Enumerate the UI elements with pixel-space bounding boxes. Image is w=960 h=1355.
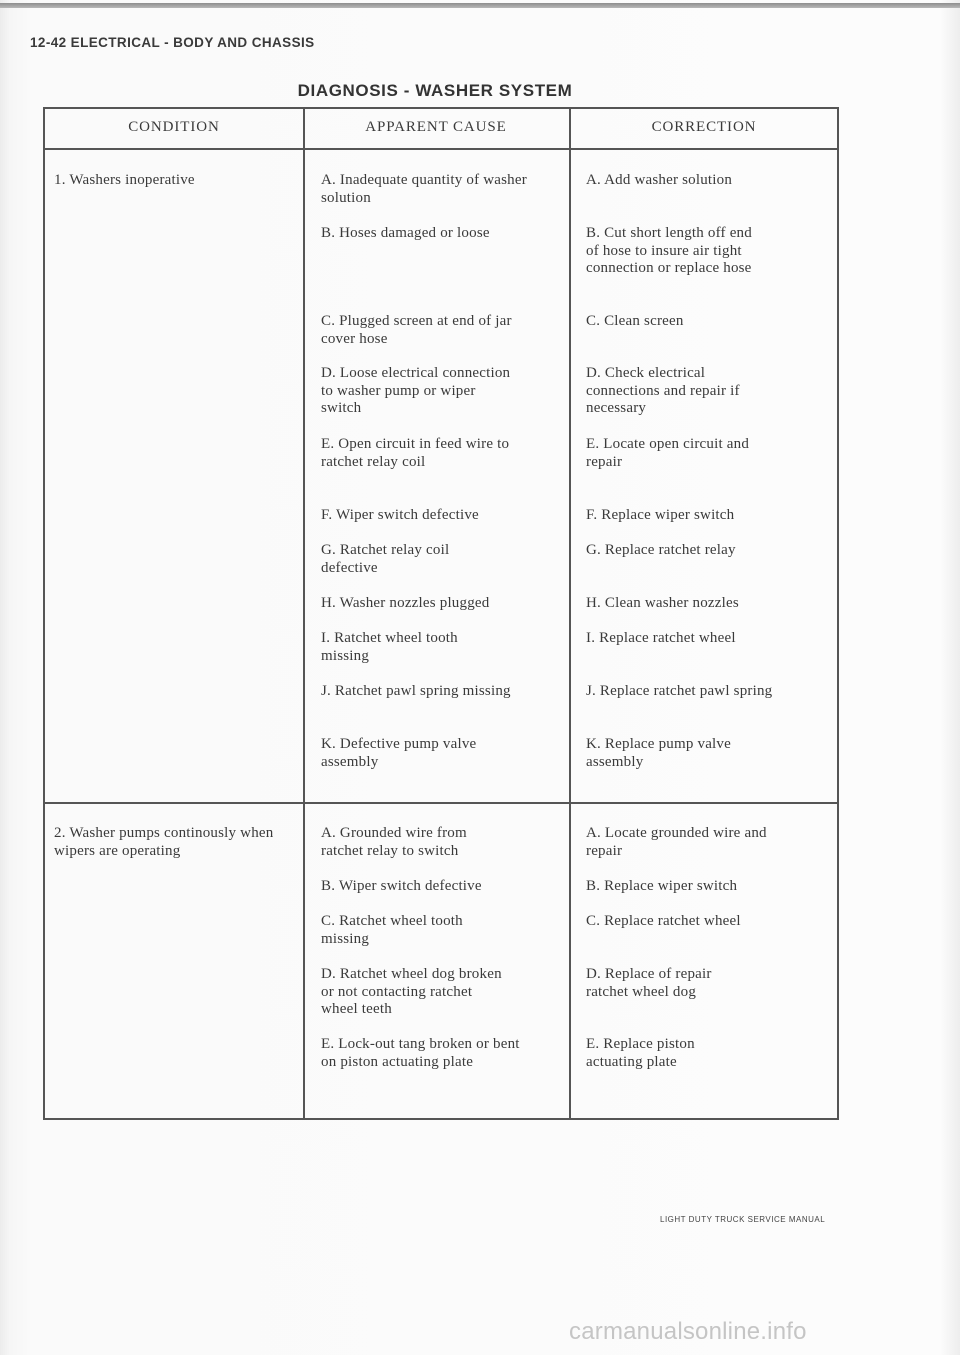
cause-item: C. Ratchet wheel tooth missing [321, 913, 463, 947]
cause-cell [321, 225, 536, 243]
watermark: carmanualsonline.info [569, 1318, 807, 1345]
correction-cell [586, 630, 821, 648]
manual-footer: LIGHT DUTY TRUCK SERVICE MANUAL [660, 1215, 826, 1224]
top-rule [0, 3, 960, 8]
condition-cell: 2. Washer pumps continously when wipers are operating [54, 825, 274, 859]
cause-cell [321, 736, 511, 771]
cause-item: A. Grounded wire from ratchet relay to switch [321, 825, 467, 859]
column-header-condition: CONDITION [128, 119, 220, 135]
row-divider [45, 802, 837, 804]
cause-cell [321, 313, 521, 348]
cause-cell [321, 878, 556, 896]
correction-item: D. Replace of repair ratchet wheel dog [586, 966, 712, 1000]
cause-cell [321, 542, 491, 577]
cause-item: A. Inadequate quantity of washer solution [321, 172, 527, 206]
diagnosis-table [43, 107, 839, 1120]
correction-cell [586, 1036, 736, 1071]
cause-cell [321, 966, 511, 1019]
correction-cell [586, 683, 776, 701]
table-title: DIAGNOSIS - WASHER SYSTEM [297, 81, 573, 100]
cause-item: B. Hoses damaged or loose [321, 225, 490, 241]
correction-cell [586, 436, 771, 471]
correction-cell [586, 736, 776, 771]
correction-cell [586, 825, 786, 860]
column-divider [303, 109, 305, 1118]
correction-item: F. Replace wiper switch [586, 507, 735, 523]
running-head: 12-42 ELECTRICAL - BODY AND CHASSIS [30, 35, 315, 50]
header-divider [45, 148, 837, 150]
cause-item: I. Ratchet wheel tooth missing [321, 630, 458, 664]
cause-cell [321, 172, 536, 207]
cause-item: G. Ratchet relay coil defective [321, 542, 450, 576]
correction-item: B. Cut short length off end of hose to insure air tight connection or replace hose [586, 225, 752, 276]
cause-cell [321, 507, 551, 525]
cause-item: E. Lock-out tang broken or bent on piston actuating plate [321, 1036, 520, 1070]
correction-item: K. Replace pump valve assembly [586, 736, 731, 770]
correction-cell [586, 913, 821, 931]
correction-cell [586, 966, 751, 1001]
correction-item: E. Locate open circuit and repair [586, 436, 750, 470]
correction-cell [586, 595, 821, 613]
cause-cell [321, 683, 511, 701]
cause-item: K. Defective pump valve assembly [321, 736, 477, 770]
column-header-correction: CORRECTION [651, 119, 757, 135]
correction-item: C. Clean screen [586, 313, 684, 329]
correction-item: A. Locate grounded wire and repair [586, 825, 767, 859]
cause-item: D. Ratchet wheel dog broken or not contacting ratchet wheel teeth [321, 966, 502, 1017]
cause-cell [321, 365, 511, 418]
cause-cell [321, 436, 511, 471]
correction-cell [586, 878, 821, 896]
cause-cell [321, 825, 511, 860]
cause-item: D. Loose electrical connection to washer pump or wiper switch [321, 365, 511, 416]
condition-cell: 1. Washers inoperative [54, 172, 195, 188]
correction-item: I. Replace ratchet wheel [586, 630, 736, 646]
correction-item: J. Replace ratchet pawl spring [586, 683, 773, 699]
column-divider [569, 109, 571, 1118]
correction-item: H. Clean washer nozzles [586, 595, 739, 611]
cause-cell [321, 595, 556, 613]
cause-cell [321, 1036, 536, 1071]
correction-cell [586, 507, 821, 525]
cause-item: E. Open circuit in feed wire to ratchet relay coil [321, 436, 510, 470]
correction-item: E. Replace piston actuating plate [586, 1036, 695, 1070]
correction-cell [586, 172, 816, 190]
correction-cell [586, 313, 816, 331]
correction-cell [586, 365, 751, 418]
cause-item: H. Washer nozzles plugged [321, 595, 490, 611]
cause-item: J. Ratchet pawl spring missing [321, 683, 511, 699]
correction-cell [586, 225, 756, 278]
cause-item: F. Wiper switch defective [321, 507, 479, 523]
correction-item: A. Add washer solution [586, 172, 733, 188]
column-header-apparent-cause: APPARENT CAUSE [365, 119, 507, 135]
cause-item: C. Plugged screen at end of jar cover hose [321, 313, 512, 347]
cause-cell [321, 913, 501, 948]
cause-cell [321, 630, 501, 665]
correction-item: G. Replace ratchet relay [586, 542, 736, 558]
correction-item: B. Replace wiper switch [586, 878, 738, 894]
cause-item: B. Wiper switch defective [321, 878, 482, 894]
correction-cell [586, 542, 821, 560]
correction-item: C. Replace ratchet wheel [586, 913, 741, 929]
correction-item: D. Check electrical connections and repair if necessary [586, 365, 740, 416]
